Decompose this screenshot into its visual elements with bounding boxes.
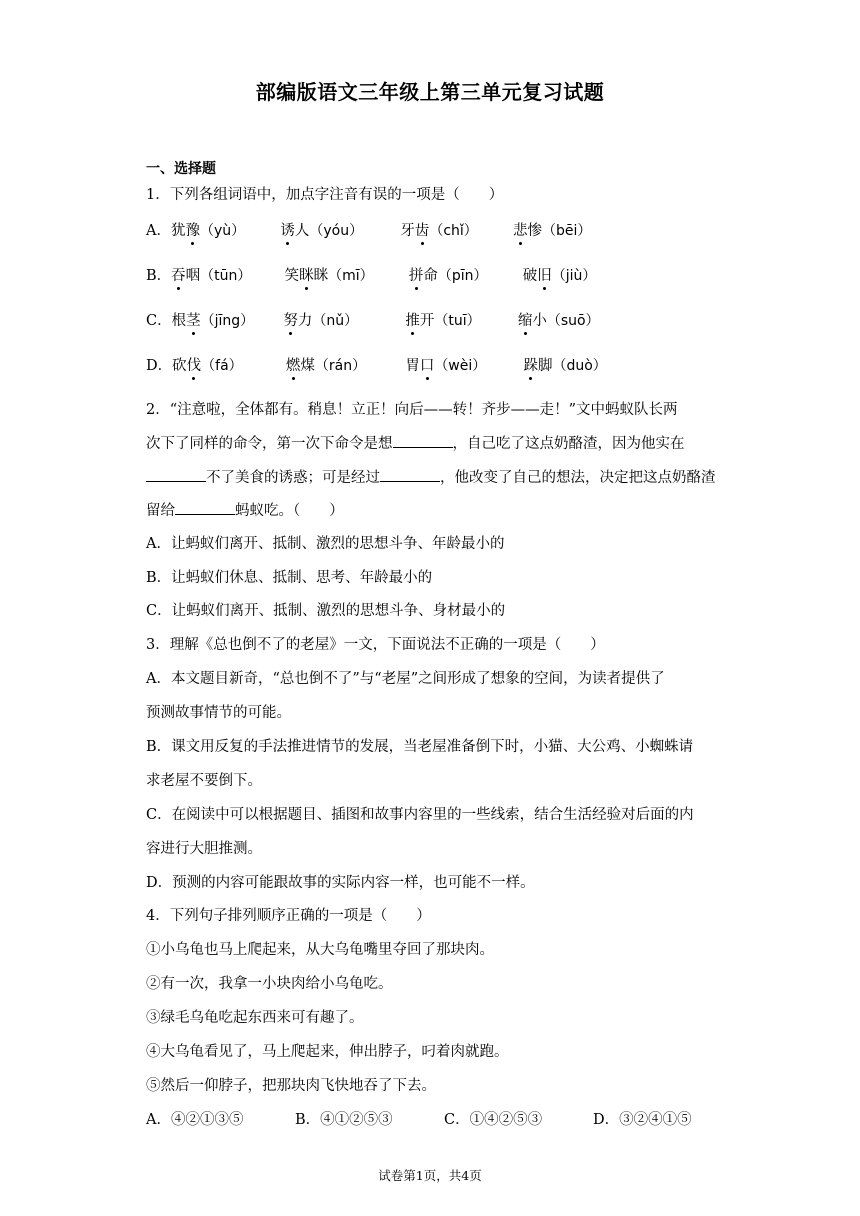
q4-sentence-2: ②有一次，我拿一小块肉给小乌龟吃。 <box>146 976 393 992</box>
q4-option-b: B．④①②⑤③ <box>295 1112 393 1128</box>
question-3-stem: 3．理解《总也倒不了的老屋》一文，下面说法不正确的一项是（ ） <box>146 637 605 653</box>
answer-blank <box>393 433 453 448</box>
q1-option-d: D．砍伐（fá） 燃煤（rán） 胃口（wèi） 跺脚（duò） <box>146 358 607 374</box>
page-title: 部编版语文三年级上第三单元复习试题 <box>255 80 605 104</box>
q3-option-d: D．预测的内容可能跟故事的实际内容一样，也可能不一样。 <box>146 875 535 891</box>
q4-option-d: D．③②④①⑤ <box>593 1112 692 1128</box>
section-heading: 一、选择题 <box>146 161 216 177</box>
q2-option-b: B．让蚂蚁们休息、抵制、思考、年龄最小的 <box>146 570 433 586</box>
q4-sentence-1: ①小乌龟也马上爬起来，从大乌龟嘴里夺回了那块肉。 <box>146 942 494 958</box>
q1-option-b: B．吞咽（tūn） 笑眯眯（mī） 拼命（pīn） 破旧（jiù） <box>146 268 597 284</box>
q4-option-c: C．①④②⑤③ <box>444 1112 543 1128</box>
question-4-stem: 4．下列句子排列顺序正确的一项是（ ） <box>146 908 431 924</box>
q4-options <box>146 1110 692 1130</box>
q3-option-a-line-2: 预测故事情节的可能。 <box>146 705 291 721</box>
answer-blank <box>146 467 206 482</box>
q4-sentence-5: ⑤然后一仰脖子，把那块肉飞快地吞了下去。 <box>146 1078 436 1094</box>
question-2-line-3: 不了美食的诱惑；可是经过 ，他改变了自己的想法，决定把这点奶酪渣 <box>146 467 716 488</box>
answer-blank <box>175 500 235 515</box>
q3-option-a-line-1: A．本文题目新奇，“总也倒不了”与“老屋”之间形成了想象的空间，为读者提供了 <box>146 671 665 687</box>
page-footer: 试卷第1页，共4页 <box>378 1168 482 1183</box>
q2-option-a: A．让蚂蚁们离开、抵制、激烈的思想斗争、年龄最小的 <box>146 536 505 552</box>
q4-option-a: A．④②①③⑤ <box>146 1112 244 1128</box>
question-2-line-4: 留给 蚂蚁吃。（ ） <box>146 500 344 521</box>
q1-option-a: A．犹豫（yù） 诱人（yóu） 牙齿（chǐ） 悲惨（bēi） <box>146 223 592 239</box>
q3-option-c-line-1: C．在阅读中可以根据题目、插图和故事内容里的一些线索，结合生活经验对后面的内 <box>146 807 694 823</box>
q3-option-c-line-2: 容进行大胆推测。 <box>146 841 262 857</box>
q4-sentence-3: ③绿毛乌龟吃起东西来可有趣了。 <box>146 1010 364 1026</box>
answer-blank <box>380 467 440 482</box>
q4-sentence-4: ④大乌龟看见了，马上爬起来，伸出脖子，叼着肉就跑。 <box>146 1044 509 1060</box>
question-2-line-1: 2．“注意啦，全体都有。稍息！立正！向后——转！齐步——走！”文中蚂蚁队长两 <box>146 402 678 418</box>
q3-option-b-line-2: 求老屋不要倒下。 <box>146 773 262 789</box>
q2-option-c: C．让蚂蚁们离开、抵制、激烈的思想斗争、身材最小的 <box>146 603 506 619</box>
q1-option-c: C．根茎（jīng） 努力（nǔ） 推开（tuī） 缩小（suō） <box>146 313 600 329</box>
question-1-stem: 1．下列各组词语中，加点字注音有误的一项是（ ） <box>146 187 504 203</box>
q3-option-b-line-1: B．课文用反复的手法推进情节的发展，当老屋准备倒下时，小猫、大公鸡、小蜘蛛请 <box>146 739 694 755</box>
question-2-line-2: 次下了同样的命令，第一次下命令是想 ，自己吃了这点奶酪渣，因为他实在 <box>146 433 685 454</box>
